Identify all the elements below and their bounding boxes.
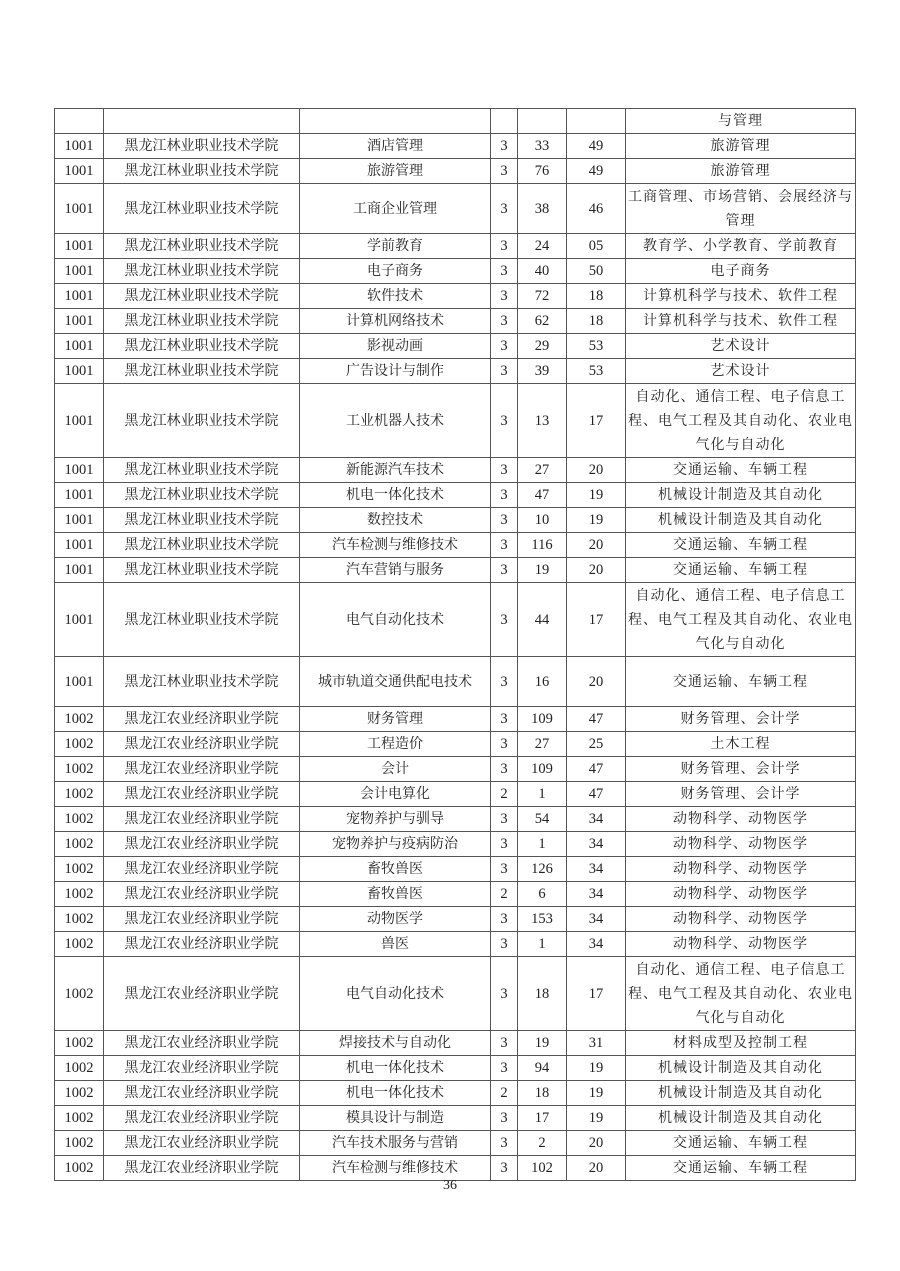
cell-school-code: 1002 [55,1156,104,1181]
cell-major: 汽车技术服务与营销 [300,1131,491,1156]
cell-category: 机械设计制造及其自动化 [626,483,856,508]
cell-school-code: 1002 [55,707,104,732]
cell-years: 3 [491,234,518,259]
cell-plan-count: 24 [518,234,567,259]
cell-plan-count: 116 [518,533,567,558]
cell-school-code: 1001 [55,483,104,508]
cell-years: 3 [491,807,518,832]
cell-category: 自动化、通信工程、电子信息工程、电气工程及其自动化、农业电气化与自动化 [626,957,856,1031]
cell-school-code: 1002 [55,1131,104,1156]
cell-major [300,109,491,134]
cell-plan-count: 72 [518,284,567,309]
cell-category: 动物科学、动物医学 [626,907,856,932]
cell-category-code: 47 [567,782,626,807]
cell-school-name: 黑龙江林业职业技术学院 [104,134,300,159]
cell-school-name: 黑龙江农业经济职业学院 [104,907,300,932]
cell-plan-count: 40 [518,259,567,284]
cell-years: 3 [491,508,518,533]
cell-category: 机械设计制造及其自动化 [626,1081,856,1106]
cell-years: 3 [491,159,518,184]
cell-category-code: 17 [567,583,626,657]
cell-plan-count: 29 [518,334,567,359]
cell-school-name: 黑龙江农业经济职业学院 [104,1031,300,1056]
cell-major: 计算机网络技术 [300,309,491,334]
enrollment-table [54,108,856,1181]
cell-major: 工商企业管理 [300,184,491,234]
table-row [55,234,856,259]
cell-school-name: 黑龙江林业职业技术学院 [104,184,300,234]
cell-major: 电气自动化技术 [300,583,491,657]
cell-category: 机械设计制造及其自动化 [626,1106,856,1131]
cell-category-code: 34 [567,832,626,857]
table-row [55,1131,856,1156]
cell-years: 2 [491,1081,518,1106]
cell-major: 会计 [300,757,491,782]
cell-school-code: 1001 [55,508,104,533]
cell-plan-count: 126 [518,857,567,882]
cell-school-code [55,109,104,134]
cell-category-code: 49 [567,134,626,159]
cell-major: 电气自动化技术 [300,957,491,1031]
table-row [55,483,856,508]
cell-school-name: 黑龙江林业职业技术学院 [104,508,300,533]
cell-category: 土木工程 [626,732,856,757]
cell-school-name: 黑龙江农业经济职业学院 [104,707,300,732]
table-row [55,334,856,359]
cell-plan-count: 102 [518,1156,567,1181]
cell-school-code: 1002 [55,807,104,832]
table-row [55,109,856,134]
cell-category-code: 19 [567,1106,626,1131]
cell-school-code: 1002 [55,957,104,1031]
cell-category-code: 31 [567,1031,626,1056]
cell-school-name: 黑龙江农业经济职业学院 [104,832,300,857]
cell-major: 电子商务 [300,259,491,284]
cell-major: 旅游管理 [300,159,491,184]
cell-years: 3 [491,334,518,359]
table-row [55,558,856,583]
cell-years [491,109,518,134]
cell-category: 艺术设计 [626,359,856,384]
cell-plan-count: 47 [518,483,567,508]
cell-school-code: 1002 [55,1081,104,1106]
cell-category: 材料成型及控制工程 [626,1031,856,1056]
cell-category: 财务管理、会计学 [626,757,856,782]
cell-category-code: 20 [567,1156,626,1181]
cell-category-code: 53 [567,359,626,384]
cell-major: 汽车营销与服务 [300,558,491,583]
cell-years: 3 [491,533,518,558]
cell-years: 3 [491,1131,518,1156]
table-row [55,583,856,657]
cell-category: 动物科学、动物医学 [626,832,856,857]
cell-plan-count: 39 [518,359,567,384]
cell-years: 3 [491,707,518,732]
cell-category-code: 50 [567,259,626,284]
cell-category: 交通运输、车辆工程 [626,558,856,583]
cell-school-name: 黑龙江农业经济职业学院 [104,1056,300,1081]
cell-plan-count: 109 [518,707,567,732]
cell-school-code: 1001 [55,384,104,458]
table-row [55,184,856,234]
cell-category-code: 46 [567,184,626,234]
cell-major: 广告设计与制作 [300,359,491,384]
cell-school-code: 1001 [55,284,104,309]
cell-years: 3 [491,1156,518,1181]
cell-school-code: 1002 [55,782,104,807]
cell-school-name: 黑龙江林业职业技术学院 [104,234,300,259]
cell-major: 焊接技术与自动化 [300,1031,491,1056]
table-row [55,1156,856,1181]
cell-school-name: 黑龙江农业经济职业学院 [104,957,300,1031]
cell-category-code: 19 [567,483,626,508]
cell-category-code: 19 [567,1081,626,1106]
cell-school-code: 1001 [55,334,104,359]
cell-school-name: 黑龙江林业职业技术学院 [104,483,300,508]
cell-major: 汽车检测与维修技术 [300,533,491,558]
cell-major: 酒店管理 [300,134,491,159]
cell-major: 数控技术 [300,508,491,533]
cell-category: 工商管理、市场营销、会展经济与管理 [626,184,856,234]
cell-school-code: 1002 [55,882,104,907]
cell-school-name: 黑龙江林业职业技术学院 [104,384,300,458]
cell-category-code: 20 [567,458,626,483]
cell-school-code: 1002 [55,932,104,957]
cell-plan-count: 2 [518,1131,567,1156]
cell-plan-count: 18 [518,1081,567,1106]
cell-school-code: 1001 [55,159,104,184]
cell-school-name: 黑龙江农业经济职业学院 [104,932,300,957]
cell-years: 3 [491,857,518,882]
table-row [55,284,856,309]
cell-major: 会计电算化 [300,782,491,807]
table-row [55,782,856,807]
cell-plan-count [518,109,567,134]
cell-category: 机械设计制造及其自动化 [626,1056,856,1081]
cell-plan-count: 6 [518,882,567,907]
cell-years: 3 [491,832,518,857]
cell-category-code: 34 [567,882,626,907]
cell-plan-count: 76 [518,159,567,184]
cell-major: 机电一体化技术 [300,1081,491,1106]
table-row [55,134,856,159]
cell-category: 旅游管理 [626,134,856,159]
cell-category: 交通运输、车辆工程 [626,1156,856,1181]
cell-major: 财务管理 [300,707,491,732]
cell-category-code: 47 [567,707,626,732]
page-number: 36 [443,1178,457,1193]
cell-major: 机电一体化技术 [300,1056,491,1081]
cell-category-code: 34 [567,932,626,957]
cell-school-code: 1001 [55,558,104,583]
cell-school-code: 1001 [55,583,104,657]
cell-category: 教育学、小学教育、学前教育 [626,234,856,259]
table-row [55,882,856,907]
cell-category-code: 20 [567,558,626,583]
cell-school-code: 1001 [55,533,104,558]
cell-category: 交通运输、车辆工程 [626,458,856,483]
cell-school-name: 黑龙江农业经济职业学院 [104,857,300,882]
cell-major: 兽医 [300,932,491,957]
cell-school-code: 1002 [55,1106,104,1131]
cell-years: 3 [491,384,518,458]
table-row [55,732,856,757]
cell-category-code: 19 [567,508,626,533]
cell-school-code: 1001 [55,234,104,259]
cell-years: 3 [491,458,518,483]
cell-school-name: 黑龙江农业经济职业学院 [104,732,300,757]
cell-plan-count: 153 [518,907,567,932]
cell-school-name: 黑龙江林业职业技术学院 [104,558,300,583]
table-row [55,657,856,707]
cell-years: 3 [491,483,518,508]
table-row [55,1106,856,1131]
cell-school-name [104,109,300,134]
cell-major: 学前教育 [300,234,491,259]
cell-category: 动物科学、动物医学 [626,857,856,882]
cell-school-name: 黑龙江农业经济职业学院 [104,757,300,782]
table-row [55,707,856,732]
cell-plan-count: 27 [518,458,567,483]
cell-school-name: 黑龙江林业职业技术学院 [104,458,300,483]
cell-major: 新能源汽车技术 [300,458,491,483]
cell-years: 3 [491,284,518,309]
cell-school-name: 黑龙江林业职业技术学院 [104,359,300,384]
cell-plan-count: 10 [518,508,567,533]
cell-category-code: 18 [567,309,626,334]
cell-major: 畜牧兽医 [300,857,491,882]
cell-category-code: 17 [567,384,626,458]
cell-category: 自动化、通信工程、电子信息工程、电气工程及其自动化、农业电气化与自动化 [626,583,856,657]
cell-category: 财务管理、会计学 [626,707,856,732]
cell-years: 3 [491,932,518,957]
table-row [55,384,856,458]
cell-plan-count: 1 [518,932,567,957]
cell-category-code [567,109,626,134]
cell-plan-count: 19 [518,1031,567,1056]
cell-category-code: 20 [567,1131,626,1156]
table-row [55,807,856,832]
table-row [55,359,856,384]
cell-years: 3 [491,583,518,657]
cell-school-name: 黑龙江农业经济职业学院 [104,1156,300,1181]
cell-major: 动物医学 [300,907,491,932]
cell-category-code: 49 [567,159,626,184]
cell-category-code: 17 [567,957,626,1031]
cell-major: 宠物养护与疫病防治 [300,832,491,857]
cell-school-code: 1002 [55,857,104,882]
cell-school-code: 1001 [55,359,104,384]
cell-years: 3 [491,134,518,159]
cell-school-name: 黑龙江林业职业技术学院 [104,284,300,309]
cell-years: 2 [491,882,518,907]
cell-school-name: 黑龙江林业职业技术学院 [104,334,300,359]
cell-school-name: 黑龙江农业经济职业学院 [104,807,300,832]
cell-plan-count: 62 [518,309,567,334]
table-row [55,458,856,483]
cell-school-name: 黑龙江林业职业技术学院 [104,533,300,558]
cell-school-code: 1002 [55,757,104,782]
table-row [55,832,856,857]
cell-school-code: 1002 [55,1031,104,1056]
cell-category: 机械设计制造及其自动化 [626,508,856,533]
cell-major: 机电一体化技术 [300,483,491,508]
table-row [55,508,856,533]
table-row [55,1081,856,1106]
cell-category: 交通运输、车辆工程 [626,533,856,558]
cell-major: 工业机器人技术 [300,384,491,458]
cell-school-name: 黑龙江农业经济职业学院 [104,1131,300,1156]
cell-school-code: 1002 [55,832,104,857]
cell-category-code: 05 [567,234,626,259]
cell-school-name: 黑龙江林业职业技术学院 [104,159,300,184]
cell-school-name: 黑龙江林业职业技术学院 [104,657,300,707]
cell-plan-count: 44 [518,583,567,657]
cell-school-code: 1002 [55,732,104,757]
cell-category: 动物科学、动物医学 [626,882,856,907]
cell-school-name: 黑龙江农业经济职业学院 [104,1106,300,1131]
cell-years: 3 [491,359,518,384]
cell-category-code: 34 [567,807,626,832]
cell-school-code: 1001 [55,184,104,234]
cell-years: 3 [491,957,518,1031]
cell-category-code: 47 [567,757,626,782]
table-row [55,1056,856,1081]
cell-school-code: 1001 [55,309,104,334]
table-row [55,259,856,284]
cell-school-code: 1001 [55,657,104,707]
cell-plan-count: 54 [518,807,567,832]
cell-category: 计算机科学与技术、软件工程 [626,284,856,309]
cell-years: 3 [491,309,518,334]
cell-category-code: 34 [567,857,626,882]
cell-years: 3 [491,757,518,782]
cell-major: 软件技术 [300,284,491,309]
cell-school-code: 1001 [55,134,104,159]
table-row [55,757,856,782]
cell-school-code: 1001 [55,458,104,483]
cell-years: 2 [491,782,518,807]
cell-plan-count: 38 [518,184,567,234]
cell-major: 影视动画 [300,334,491,359]
cell-category: 交通运输、车辆工程 [626,1131,856,1156]
cell-plan-count: 17 [518,1106,567,1131]
cell-category: 自动化、通信工程、电子信息工程、电气工程及其自动化、农业电气化与自动化 [626,384,856,458]
cell-category-code: 18 [567,284,626,309]
cell-category: 动物科学、动物医学 [626,807,856,832]
cell-plan-count: 16 [518,657,567,707]
cell-years: 3 [491,1031,518,1056]
cell-plan-count: 1 [518,832,567,857]
cell-years: 3 [491,657,518,707]
cell-category: 动物科学、动物医学 [626,932,856,957]
cell-major: 汽车检测与维修技术 [300,1156,491,1181]
cell-category: 计算机科学与技术、软件工程 [626,309,856,334]
cell-school-name: 黑龙江农业经济职业学院 [104,882,300,907]
cell-plan-count: 27 [518,732,567,757]
cell-category-code: 53 [567,334,626,359]
cell-major: 宠物养护与驯导 [300,807,491,832]
table-row [55,1031,856,1056]
cell-years: 3 [491,558,518,583]
table-body [55,109,856,1181]
cell-plan-count: 94 [518,1056,567,1081]
cell-plan-count: 109 [518,757,567,782]
cell-school-code: 1002 [55,907,104,932]
cell-category-code: 20 [567,533,626,558]
table-row [55,159,856,184]
cell-category: 交通运输、车辆工程 [626,657,856,707]
cell-school-name: 黑龙江林业职业技术学院 [104,583,300,657]
cell-school-code: 1002 [55,1056,104,1081]
table-row [55,533,856,558]
cell-major: 工程造价 [300,732,491,757]
cell-category-code: 25 [567,732,626,757]
cell-major: 城市轨道交通供配电技术 [300,657,491,707]
cell-category-code: 34 [567,907,626,932]
cell-category-code: 19 [567,1056,626,1081]
table-row [55,309,856,334]
cell-years: 3 [491,907,518,932]
cell-years: 3 [491,1106,518,1131]
cell-school-name: 黑龙江林业职业技术学院 [104,259,300,284]
cell-category: 财务管理、会计学 [626,782,856,807]
cell-school-name: 黑龙江林业职业技术学院 [104,309,300,334]
cell-major: 畜牧兽医 [300,882,491,907]
cell-plan-count: 19 [518,558,567,583]
cell-years: 3 [491,732,518,757]
cell-plan-count: 18 [518,957,567,1031]
table-row [55,957,856,1031]
cell-category: 与管理 [626,109,856,134]
cell-years: 3 [491,184,518,234]
cell-category-code: 20 [567,657,626,707]
cell-school-name: 黑龙江农业经济职业学院 [104,1081,300,1106]
cell-school-name: 黑龙江农业经济职业学院 [104,782,300,807]
cell-category: 旅游管理 [626,159,856,184]
cell-category: 电子商务 [626,259,856,284]
cell-category: 艺术设计 [626,334,856,359]
cell-plan-count: 13 [518,384,567,458]
table-row [55,932,856,957]
cell-plan-count: 33 [518,134,567,159]
table-row [55,907,856,932]
cell-years: 3 [491,259,518,284]
cell-years: 3 [491,1056,518,1081]
cell-school-code: 1001 [55,259,104,284]
table-row [55,857,856,882]
cell-plan-count: 1 [518,782,567,807]
cell-major: 模具设计与制造 [300,1106,491,1131]
